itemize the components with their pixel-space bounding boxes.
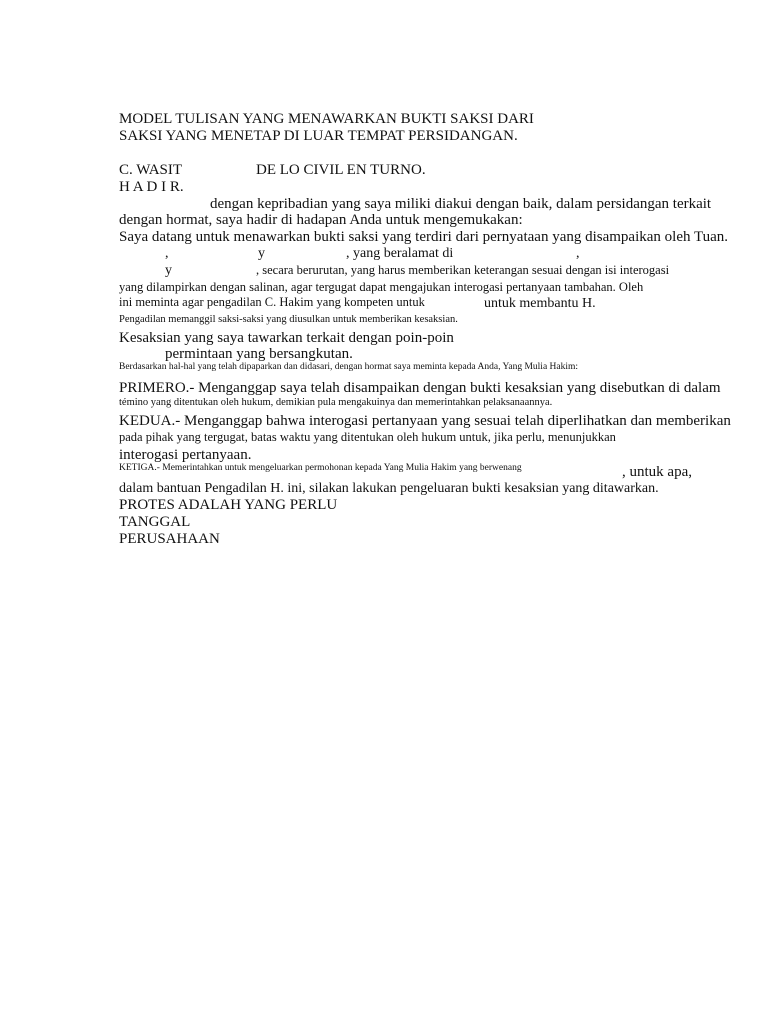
paragraph-2-line-5a: ini meminta agar pengadilan C. Hakim yang kompeten untuk (119, 295, 425, 309)
title-line-2: SAKSI YANG MENETAP DI LUAR TEMPAT PERSIDANGAN. (119, 128, 518, 144)
paragraph-2-y-1: y (258, 246, 265, 261)
paragraph-2-beralamat: , yang beralamat di (346, 246, 454, 261)
paragraph-1-line-2: dengan hormat, saya hadir di hadapan Anda untuk mengemukakan: (119, 212, 523, 228)
paragraph-2-comma-2: , (576, 246, 580, 261)
hadir-heading: H A D I R. (119, 179, 184, 195)
addressee-left: C. WASIT (119, 162, 183, 178)
closing-company: PERUSAHAAN (119, 531, 220, 547)
paragraph-3-line-2: permintaan yang bersangkutan. (165, 346, 353, 362)
paragraph-2-line-6: Pengadilan memanggil saksi-saksi yang diusulkan untuk memberikan kesaksian. (119, 314, 458, 325)
paragraph-2-line-1: Saya datang untuk menawarkan bukti saksi yang terdiri dari pernyataan yang disampaikan oleh Tuan. (119, 229, 729, 245)
paragraph-3-line-1: Kesaksian yang saya tawarkan terkait dengan poin-poin (119, 330, 454, 346)
kedua-line-1: KEDUA.- Menganggap bahwa interogasi pertanyaan yang sesuai telah diperlihatkan dan memberikan (119, 413, 731, 429)
paragraph-2-y-2: y (165, 263, 172, 278)
paragraph-2-comma-1: , (165, 246, 169, 261)
addressee-right: DE LO CIVIL EN TURNO. (256, 162, 426, 178)
primero-line-1: PRIMERO.- Menganggap saya telah disampaikan dengan bukti kesaksian yang disebutkan di dalam (119, 380, 721, 396)
paragraph-2-line-3: , secara berurutan, yang harus memberikan keterangan sesuai dengan isi interogasi (256, 263, 670, 277)
paragraph-2-line-4: yang dilampirkan dengan salinan, agar tergugat dapat mengajukan interogasi pertanyaan tambahan. Oleh (119, 280, 644, 294)
title-line-1: MODEL TULISAN YANG MENAWARKAN BUKTI SAKSI DARI (119, 111, 534, 127)
kedua-line-2: pada pihak yang tergugat, batas waktu yang ditentukan oleh hukum untuk, jika perlu, menunjukkan (119, 430, 616, 444)
ketiga-line-2: dalam bantuan Pengadilan H. ini, silakan lakukan pengeluaran bukti kesaksian yang ditawarkan. (119, 481, 659, 496)
primero-line-2: témino yang ditentukan oleh hukum, demikian pula mengakuinya dan memerintahkan pelaksanaannya. (119, 397, 553, 408)
kedua-line-3: interogasi pertanyaan. (119, 447, 252, 463)
paragraph-4-line-1: Berdasarkan hal-hal yang telah dipaparkan dan didasari, dengan hormat saya meminta kepada Anda, Yang Mulia Hakim: (119, 362, 579, 372)
paragraph-1-line-1: dengan kepribadian yang saya miliki diakui dengan baik, dalam persidangan terkait (210, 196, 712, 212)
closing-protest: PROTES ADALAH YANG PERLU (119, 497, 338, 513)
ketiga-line-1a: KETIGA.- Memerintahkan untuk mengeluarkan permohonan kepada Yang Mulia Hakim yang berwenang (119, 463, 522, 473)
paragraph-2-line-5b: untuk membantu H. (484, 296, 596, 311)
ketiga-line-1b: , untuk apa, (622, 464, 692, 480)
closing-date: TANGGAL (119, 514, 191, 530)
